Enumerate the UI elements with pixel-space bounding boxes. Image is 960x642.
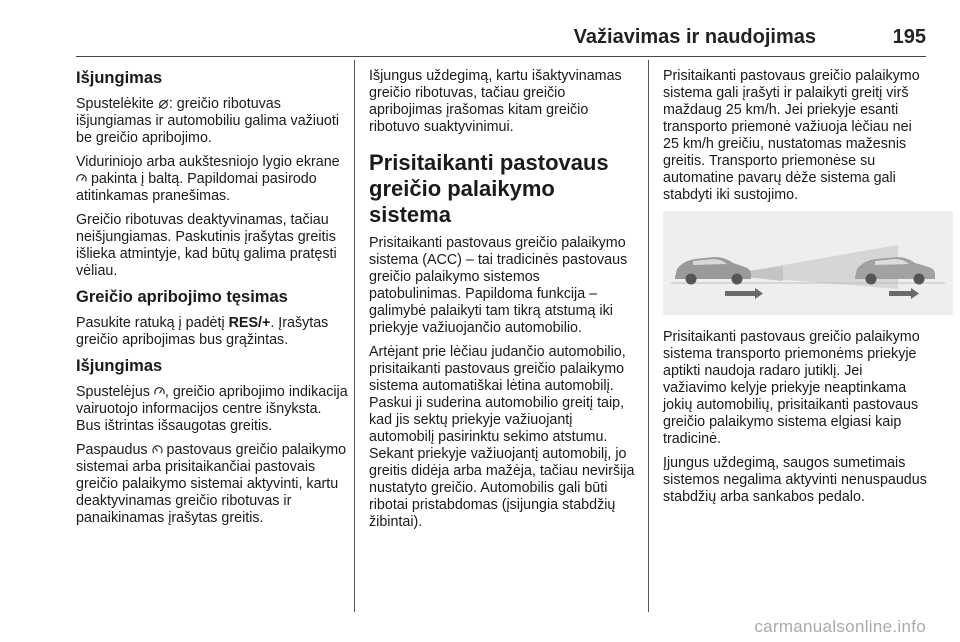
column-divider bbox=[648, 60, 649, 612]
paragraph: Spustelėjus , greičio apribojimo indikacija vairuotojo informacijos centre išnyksta. Bus ištrintas išsaugotas greitis. bbox=[76, 384, 348, 434]
column-divider bbox=[354, 60, 355, 612]
watermark: carmanualsonline.info bbox=[754, 617, 926, 636]
speed-limiter-icon bbox=[76, 173, 87, 184]
heading-disable: Išjungimas bbox=[76, 69, 163, 87]
page-header bbox=[76, 26, 926, 57]
speed-limiter-off-icon bbox=[158, 98, 169, 109]
speed-limiter-icon bbox=[154, 386, 165, 397]
paragraph: Greičio ribotuvas deaktyvinamas, tačiau neišjungiamas. Paskutinis įrašytas greitis išlieka atmintyje, kad būtų galima pratęsti vėliau. bbox=[76, 212, 337, 279]
column-left bbox=[76, 68, 348, 534]
heading-acc: Prisitaikanti pastovaus greičio palaikymo sistema bbox=[369, 150, 609, 227]
paragraph: Pasukite ratuką į padėtį RES/+. Įrašytas greičio apribojimas bus grąžintas. bbox=[76, 315, 329, 348]
car-radar-image bbox=[663, 211, 953, 315]
cruise-control-icon bbox=[152, 444, 163, 455]
heading-disable-2: Išjungimas bbox=[76, 357, 163, 375]
paragraph: Prisitaikanti pastovaus greičio palaikymo sistema gali įrašyti ir palaikyti greitį virš maždaug 25 km/h. Jei priekyje esanti transporto priemonė važiuoja lėčiau nei 25 km/h greičiu, nustatomas mažesnis greitis. Transporto priemonėse su automatine pavarų dėže sistema gali stabdyti iki sustojimo. bbox=[663, 68, 920, 203]
heading-resume: Greičio apribojimo tęsimas bbox=[76, 288, 288, 306]
paragraph: Paspaudus pastovaus greičio palaikymo sistemai arba prisitaikančiai pastovais greičio palaikymo sistemai aktyvinti, kartu deaktyvinamas greičio ribotuvas ir panaikinamas įrašytas greitis. bbox=[76, 442, 347, 526]
page-number: 195 bbox=[892, 26, 926, 48]
acc-radar-illustration bbox=[663, 211, 953, 315]
paragraph: Prisitaikanti pastovaus greičio palaikymo sistema (ACC) – tai tradicinės pastovaus greičio palaikymo sistemos patobulinimas. Papildoma funkcija – galimybė palaikyti tam tikrą atstumą iki priekyje važiuojančio automobilio. bbox=[369, 235, 628, 336]
paragraph: Spustelėkite : greičio ribotuvas išjungiamas ir automobiliu galima važiuoti be greičio apribojimo. bbox=[76, 96, 340, 146]
paragraph: Viduriniojo arba aukštesniojo lygio ekrane pakinta į baltą. Papildomai pasirodo atitinkamas pranešimas. bbox=[76, 154, 340, 204]
paragraph: Prisitaikanti pastovaus greičio palaikymo sistema transporto priemonėms priekyje aptikti naudoja radaro jutiklį. Jei važiavimo kelyje priekyje neaptinkama jokių automobilių, prisitaikanti pastovaus greičio palaikymo sistema elgiasi kaip tradicinė. bbox=[663, 329, 920, 447]
paragraph: Artėjant prie lėčiau judančio automobilio, prisitaikanti pastovaus greičio palaikymo sistema automatiškai lėtina automobilį. Paskui ji suderina automobilio greitį taip, kad jis sektų priekyje važiuojantį automobilį pasirinktu sekimo atstumu. Sekant priekyje važiuojantį automobilį, jo greitis didėja arba mažėja, tačiau neviršija nustatyto greičio. Automobilis gali būti ribotai pristabdomas (įsijungia stabdžių žibintai). bbox=[369, 344, 635, 530]
column-middle bbox=[369, 68, 635, 538]
paragraph: Įjungus uždegimą, saugos sumetimais sistemos negalima aktyvinti nenuspaudus stabdžių arba sankabos pedalo. bbox=[663, 455, 927, 505]
paragraph: Išjungus uždegimą, kartu išaktyvinamas greičio ribotuvas, tačiau greičio apribojimas įrašomas kitam greičio ribotuvo suaktyvinimui. bbox=[369, 68, 622, 135]
column-right bbox=[663, 68, 929, 513]
section-title: Važiavimas ir naudojimas bbox=[573, 26, 816, 48]
